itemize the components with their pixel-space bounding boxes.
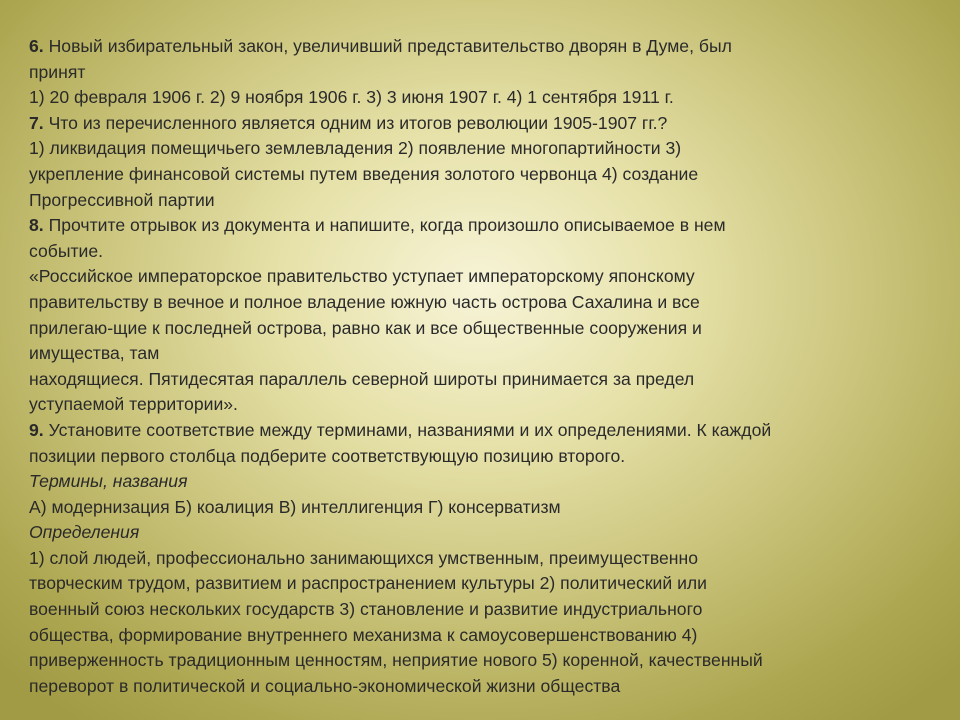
q6-number: 6. [29,36,44,56]
q8-quote-4: имущества, там [29,343,160,364]
slide-text-body [29,34,934,699]
q9-definition-2: творческим трудом, развитием и распространением культуры 2) политический или [29,573,707,594]
q8-text: Прочтите отрывок из документа и напишите, когда произошло описываемое в нем [48,215,726,236]
q9-definitions-heading: Определения [29,522,140,543]
q7-answers-3: Прогрессивной партии [29,189,215,210]
q6-text: Новый избирательный закон, увеличивший представительство дворян в Думе, был [48,36,732,56]
q8-line-2: событие. [29,240,104,261]
q6-line-1 [29,34,934,60]
q9-definition-5: приверженность традиционным ценностям, неприятие нового 5) коренной, качественный [29,650,763,671]
q8-number: 8. [29,215,44,236]
q9-definition-1: 1) слой людей, профессионально занимающихся умственным, преимущественно [29,547,699,568]
q9-line-1 [29,418,934,444]
q8-line-1 [29,213,934,239]
q9-text: Установите соответствие между терминами, названиями и их определениями. К каждой [48,419,772,440]
q9-definition-6: переворот в политической и социально-экономической жизни общества [29,675,621,696]
q9-definition-4: общества, формирование внутреннего механизма к самоусовершенствованию 4) [29,624,698,645]
q7-answers-1: 1) ликвидация помещичьего землевладения 2) появление многопартийности 3) [29,138,682,159]
q9-number: 9. [29,419,44,440]
q9-line-2: позиции первого столбца подберите соответствующую позицию второго. [29,445,626,466]
q7-number: 7. [29,112,44,133]
q7-text: Что из перечисленного является одним из итогов революции 1905-1907 гг.? [48,112,668,133]
q6-line-2: принят [29,61,86,82]
q8-quote-6: уступаемой территории». [29,394,238,415]
q9-terms-heading: Термины, названия [29,471,188,492]
q7-line-1 [29,111,934,137]
q8-quote-3: прилегаю-щие к последней острова, равно как и все общественные сооружения и [29,317,702,338]
q8-quote-2: правительству в вечное и полное владение южную часть острова Сахалина и все [29,291,700,312]
q9-definition-3: военный союз нескольких государств 3) становление и развитие индустриального [29,599,703,620]
q6-answers: 1) 20 февраля 1906 г. 2) 9 ноября 1906 г. 3) 3 июня 1907 г. 4) 1 сентября 1911 г. [29,87,674,108]
q8-quote-5: находящиеся. Пятидесятая параллель северной широты принимается за предел [29,368,695,389]
q8-quote-1: «Российское императорское правительство уступает императорскому японскому [29,266,695,287]
q9-terms: А) модернизация Б) коалиция В) интеллигенция Г) консерватизм [29,496,561,517]
q7-answers-2: укрепление финансовой системы путем введения золотого червонца 4) создание [29,163,699,184]
